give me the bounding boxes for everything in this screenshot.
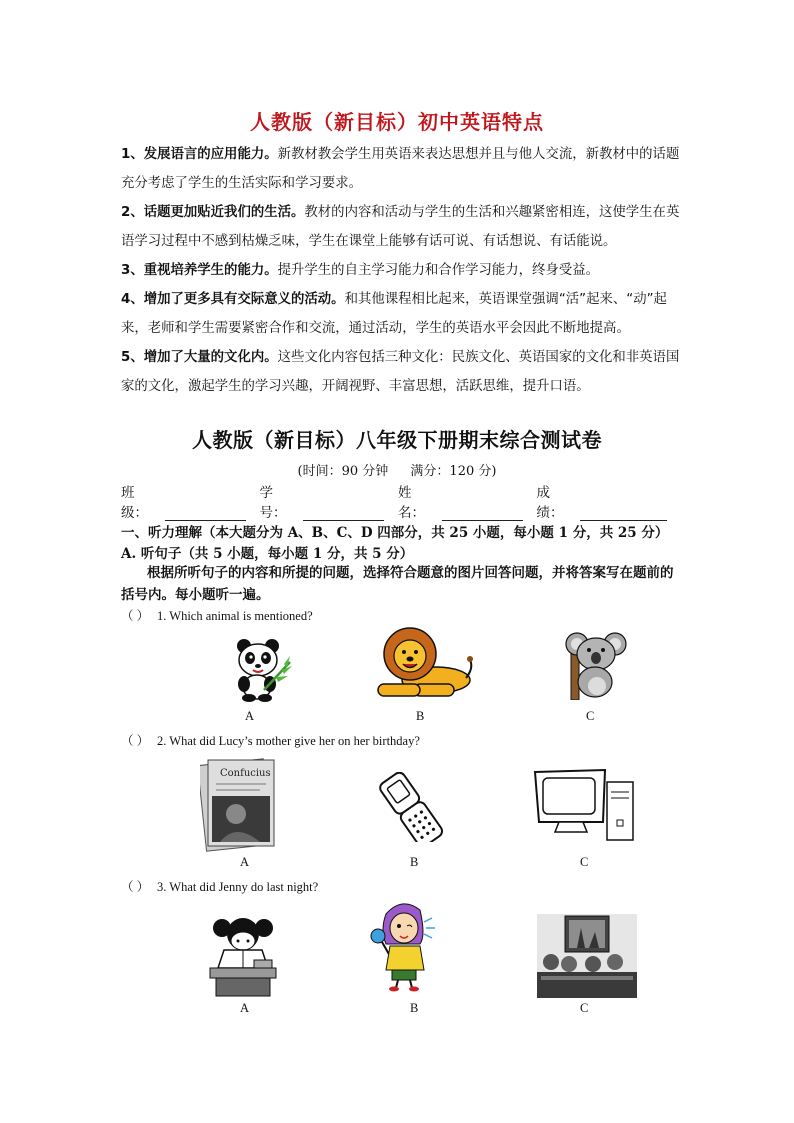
option-label: A (245, 709, 255, 723)
section-heading: 一、听力理解（本大题分为 A、B、C、D 四部分，共 25 小题，每小题 1 分，共 25 分） (121, 525, 669, 541)
answer-bracket[interactable]: （ ） (121, 880, 150, 894)
girl-singing-image (362, 896, 442, 992)
name-field[interactable]: 姓名： (398, 481, 523, 521)
question-2 (121, 731, 420, 749)
girl-reading-image (208, 914, 278, 998)
mobile-phone-image (372, 772, 454, 842)
feature-heading: 3、重视培养学生的能力。 (121, 263, 278, 278)
feature-heading: 1、发展语言的应用能力。 (121, 147, 278, 162)
option-label: C (580, 1001, 589, 1015)
feature-paragraph-2 (121, 198, 681, 256)
feature-text: 新教材教会学生用英语来表达思想并且与他人交流，新教材中的话题充分考虑了学生的生活实际和学习要求。 (121, 147, 680, 191)
question-text: 1. Which animal is mentioned? (157, 609, 313, 623)
name-blank[interactable] (442, 506, 523, 521)
feature-heading: 4、增加了更多具有交际意义的活动。 (121, 292, 345, 307)
question-1 (121, 606, 313, 624)
instruction-text: 根据所听句子的内容和所提的问题，选择符合题意的图片回答问题，并将答案写在题前的括号内。每小题听一遍。 (121, 565, 674, 603)
exam-title: 人教版（新目标）八年级下册期末综合测试卷 (192, 428, 602, 452)
exam-time: (时间：90 分钟 (297, 464, 389, 479)
question-3 (121, 877, 318, 895)
option-label: A (240, 1001, 250, 1015)
panda-image (224, 632, 294, 702)
feature-paragraph-1 (121, 140, 681, 198)
feature-text: 这些文化内容包括三种文化：民族文化、英语国家的文化和非英语国家的文化，激起学生的学习兴趣，开阔视野、丰富思想，活跃思维，提升口语。 (121, 350, 680, 394)
class-blank[interactable] (165, 506, 246, 521)
grade-field[interactable]: 成绩： (537, 481, 667, 521)
part-a-heading: A. 听句子（共 5 小题，每小题 1 分，共 5 分） (121, 546, 414, 562)
koala-image (563, 628, 628, 700)
feature-heading: 5、增加了大量的文化内。 (121, 350, 278, 365)
answer-bracket[interactable]: （ ） (121, 609, 150, 623)
feature-heading: 2、话题更加贴近我们的生活。 (121, 205, 305, 220)
question-text: 3. What did Jenny do last night? (157, 880, 319, 894)
book-image (200, 756, 276, 852)
feature-paragraph-4 (121, 285, 681, 343)
option-label: B (416, 709, 425, 723)
question-text: 2. What did Lucy’s mother give her on her birthday? (157, 734, 420, 748)
number-field[interactable]: 学号： (260, 481, 385, 521)
lion-image (370, 624, 475, 702)
feature-text: 教材的内容和活动与学生的生活和兴趣紧密相连，这使学生在英语学习过程中不感到枯燥乏味，学生在课堂上能够有话可说、有话想说、有话能说。 (121, 205, 680, 249)
book-cover-title: Confucius (220, 768, 271, 779)
page-title: 人教版（新目标）初中英语特点 (250, 110, 544, 134)
option-label: C (580, 855, 589, 869)
feature-paragraph-5 (121, 343, 681, 401)
option-label: B (410, 1001, 419, 1015)
exam-score: 满分：120 分) (410, 464, 497, 479)
option-label: B (410, 855, 419, 869)
grade-blank[interactable] (580, 506, 667, 521)
number-blank[interactable] (303, 506, 384, 521)
option-label: C (586, 709, 595, 723)
exam-time-score (0, 460, 794, 479)
answer-bracket[interactable]: （ ） (121, 734, 150, 748)
feature-paragraph-3 (121, 256, 681, 285)
class-field[interactable]: 班级： (121, 481, 246, 521)
option-label: A (240, 855, 250, 869)
computer-image (533, 768, 637, 842)
student-info-row (121, 481, 681, 521)
watching-movie-image (537, 914, 637, 998)
feature-text: 和其他课程相比起来，英语课堂强调“活”起来、“动”起来，老师和学生需要紧密合作和交流，通过活动，学生的英语水平会因此不断地提高。 (121, 292, 667, 336)
feature-text: 提升学生的自主学习能力和合作学习能力，终身受益。 (277, 263, 599, 278)
